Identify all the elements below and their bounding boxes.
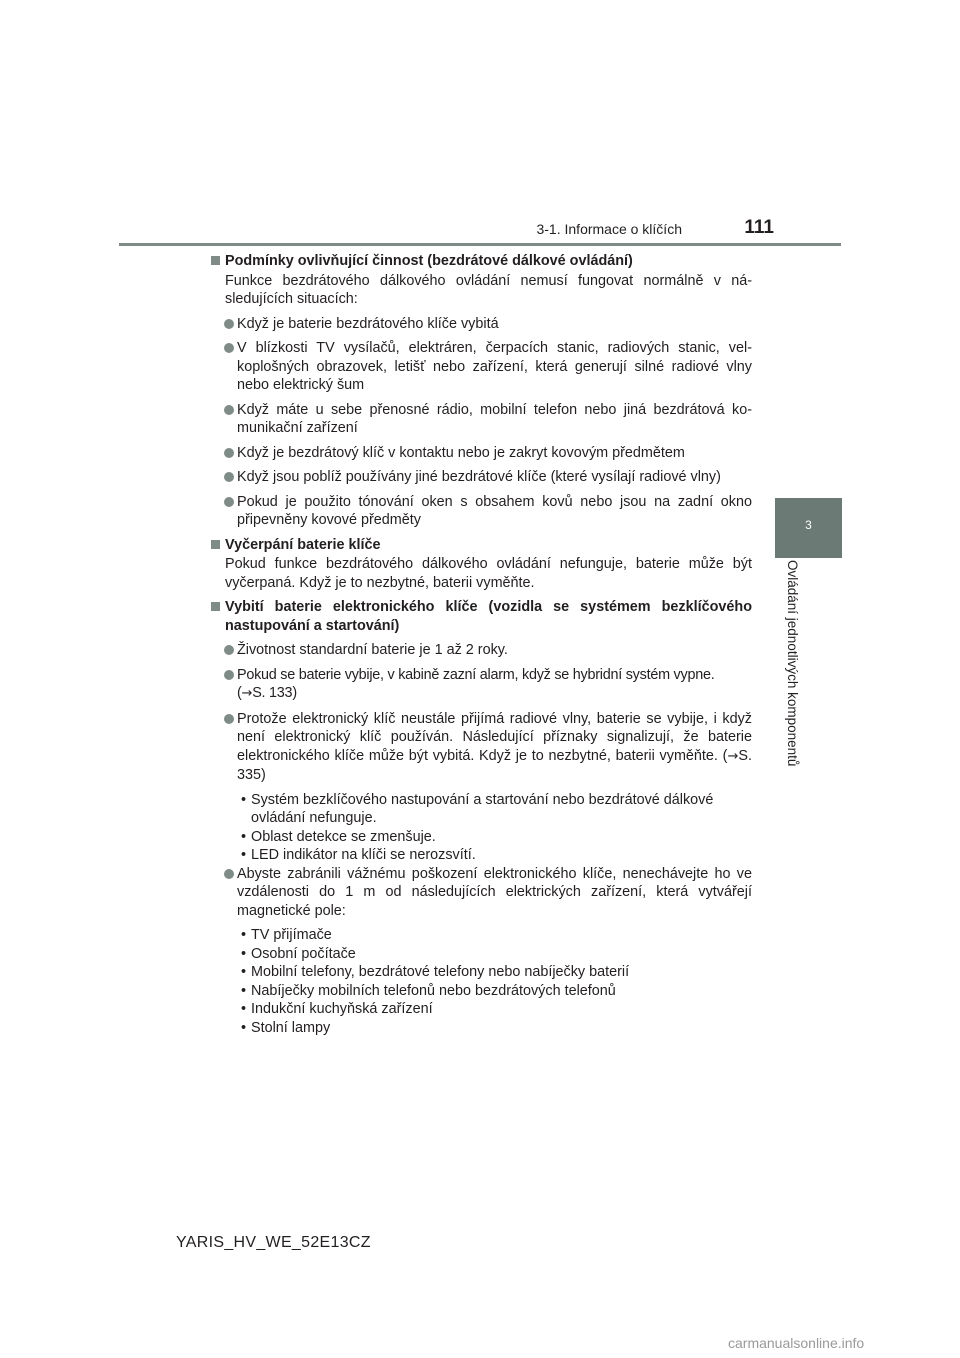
list-item: Abyste zabránili vážnému poškození elektronického klíče, nenechávejte ho ve vzdálenosti do 1 m od následujících elektrických zařízení, která vytvářejí magnetické pole: bbox=[211, 865, 752, 921]
sub-list-item: • Nabíječky mobilních telefonů nebo bezdrátových telefonů bbox=[241, 982, 616, 999]
section-intro: Funkce bezdrátového dálkového ovládání nemusí fungovat normálně v následujících situacích: bbox=[225, 272, 752, 307]
sub-list-item: • LED indikátor na klíči se nerozsvítí. bbox=[241, 847, 476, 863]
sub-list-item: • Systém bezklíčového nastupování a startování nebo bezdrátové dálkové ovládání nefunguje. bbox=[241, 791, 714, 826]
circle-bullet-icon bbox=[224, 472, 234, 482]
sub-list-item: • Mobilní telefony, bezdrátové telefony nebo nabíječky baterií bbox=[241, 964, 630, 980]
list-item: Životnost standardní baterie je 1 až 2 roky. bbox=[211, 641, 752, 660]
page-reference: S. 133 bbox=[252, 685, 293, 701]
circle-bullet-icon bbox=[224, 405, 234, 415]
list-item: Když jsou poblíž používány jiné bezdrátové klíče (které vysílají radiové vlny) bbox=[211, 468, 752, 487]
section-heading: Vyčerpání baterie klíče bbox=[211, 536, 752, 555]
page-reference: S. 335 bbox=[237, 747, 752, 783]
page-content bbox=[211, 252, 752, 1037]
chapter-tab-number: 3 bbox=[805, 518, 812, 532]
list-item: Pokud je použito tónování oken s obsahem kovů nebo jsou na zadní okno připevněny kovové předměty bbox=[211, 493, 752, 530]
header-section-title: 3-1. Informace o klíčích bbox=[536, 221, 682, 237]
document-code: YARIS_HV_WE_52E13CZ bbox=[176, 1234, 371, 1251]
page-number: 111 bbox=[744, 217, 774, 238]
section-heading: Vybití baterie elektronického klíče (vozidla se systémem bezklíčového nastupování a startování) bbox=[211, 598, 752, 635]
circle-bullet-icon bbox=[224, 645, 234, 655]
sub-list-item: • Indukční kuchyňská zařízení bbox=[241, 1001, 433, 1017]
section-heading: Podmínky ovlivňující činnost (bezdrátové dálkové ovládání) bbox=[211, 252, 752, 271]
list-item: Když je baterie bezdrátového klíče vybitá bbox=[211, 315, 752, 334]
header-divider bbox=[119, 243, 841, 246]
square-bullet-icon bbox=[211, 256, 220, 265]
circle-bullet-icon bbox=[224, 714, 234, 724]
watermark: carmanualsonline.info bbox=[728, 1335, 865, 1351]
section-intro: Pokud funkce bezdrátového dálkového ovládání nefunguje, baterie může být vyčerpaná. Když je to nezbytné, baterii vyměňte. bbox=[225, 556, 752, 591]
square-bullet-icon bbox=[211, 602, 220, 611]
list-item: Když je bezdrátový klíč v kontaktu nebo je zakryt kovovým předmětem bbox=[211, 444, 752, 463]
list-item: Protože elektronický klíč neustále přijímá radiové vlny, baterie se vybije, i když není elektronický klíč používán. Následující příznaky signalizují, že baterie elektronického klíče může být vybitá. Když je to nezbytné, baterii vyměňte. (→S. 335) bbox=[211, 710, 752, 785]
circle-bullet-icon bbox=[224, 343, 234, 353]
chapter-tab-title: Ovládání jednotlivých komponentů bbox=[785, 560, 800, 767]
sub-list bbox=[211, 926, 752, 1037]
sub-list-item: • Osobní počítače bbox=[241, 945, 356, 962]
arrow-right-icon: → bbox=[727, 748, 739, 764]
circle-bullet-icon bbox=[224, 869, 234, 879]
circle-bullet-icon bbox=[224, 448, 234, 458]
sub-list bbox=[211, 791, 752, 865]
list-item: Pokud se baterie vybije, v kabině zazní alarm, když se hybridní systém vypne. (→S. 133) bbox=[211, 666, 752, 704]
list-item: Když máte u sebe přenosné rádio, mobilní telefon nebo jiná bezdrátová komunikační zařízení bbox=[211, 401, 752, 438]
sub-list-item: • Stolní lampy bbox=[241, 1019, 331, 1036]
sub-list-item: • TV přijímače bbox=[241, 927, 332, 943]
circle-bullet-icon bbox=[224, 497, 234, 507]
circle-bullet-icon bbox=[224, 319, 234, 329]
sub-list-item: • Oblast detekce se zmenšuje. bbox=[241, 828, 436, 845]
circle-bullet-icon bbox=[224, 670, 234, 680]
arrow-right-icon: → bbox=[241, 686, 253, 701]
square-bullet-icon bbox=[211, 540, 220, 549]
list-item: V blízkosti TV vysílačů, elektráren, čerpacích stanic, radiových stanic, velkoplošných obrazovek, letišť nebo zařízení, která generují silné radiové vlny nebo elektrický šum bbox=[211, 339, 752, 395]
